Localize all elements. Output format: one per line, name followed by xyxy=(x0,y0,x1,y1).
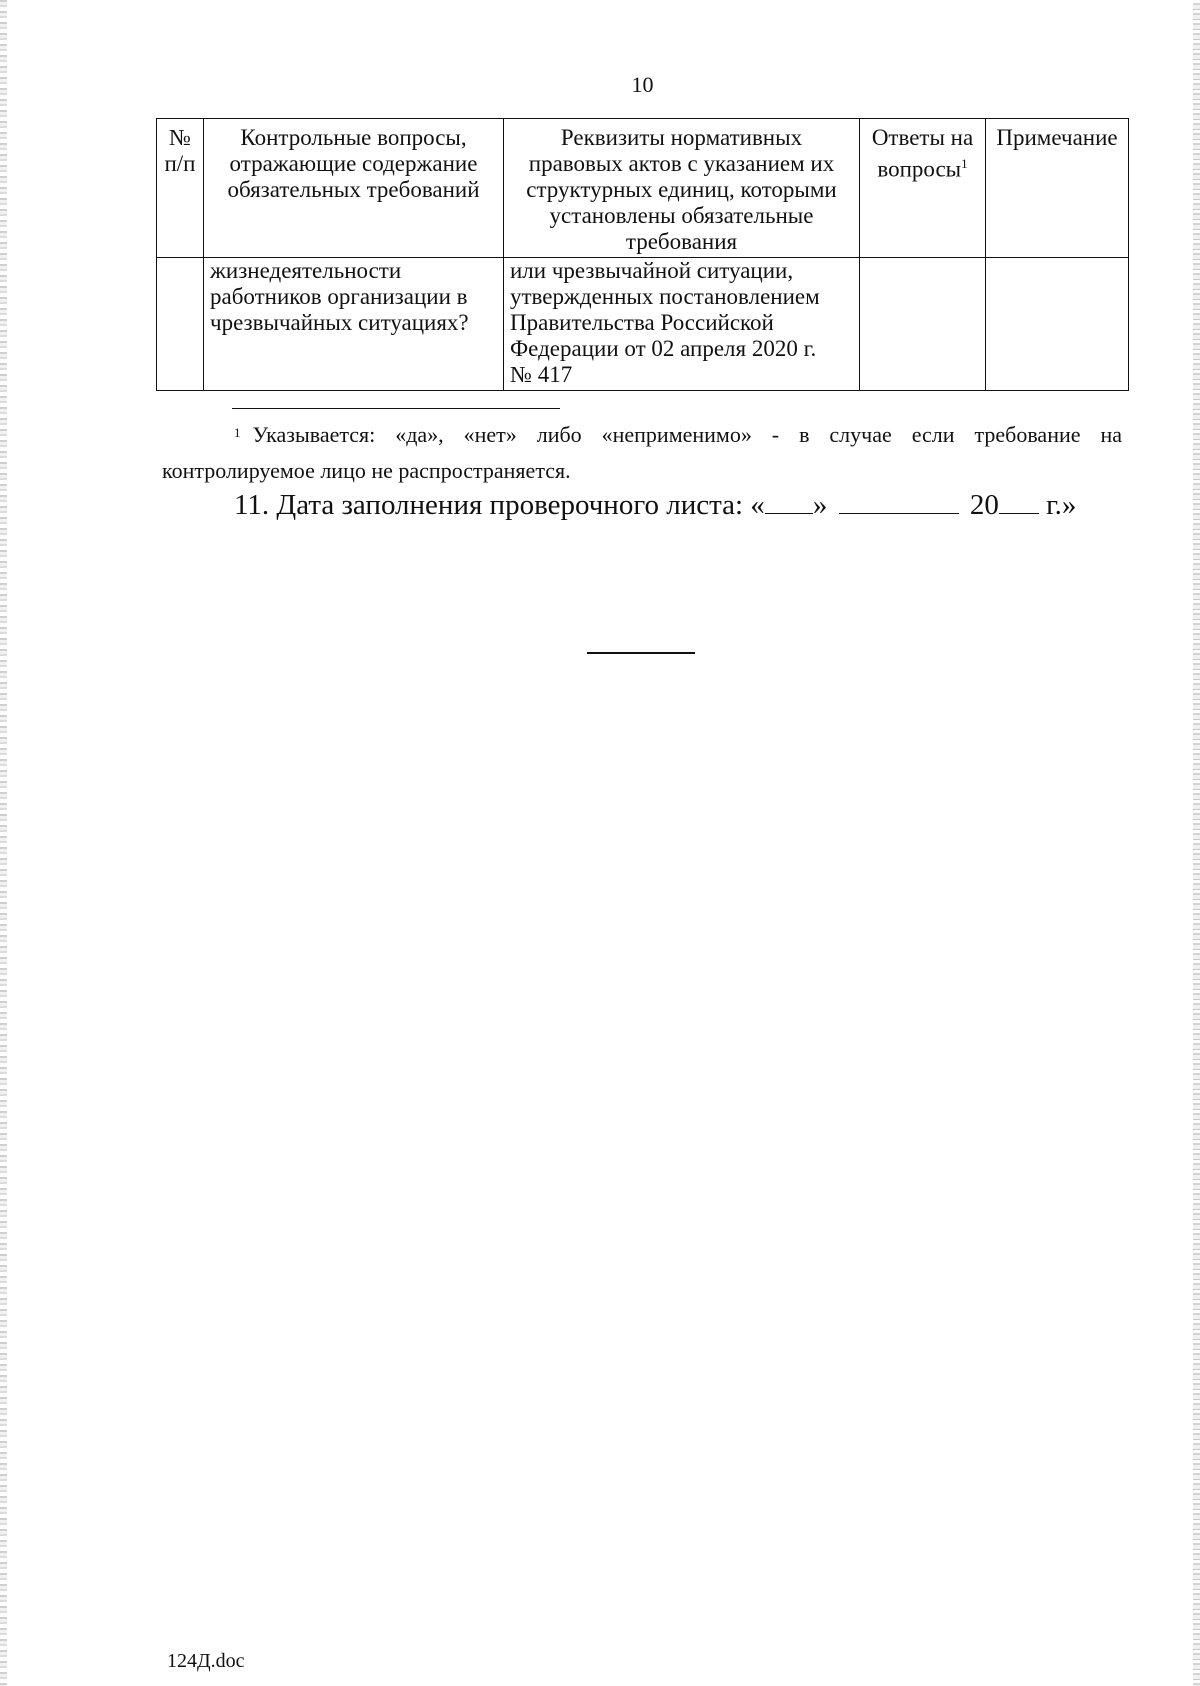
fill-date-year-prefix: 20 xyxy=(969,489,999,521)
year-blank xyxy=(999,487,1039,514)
header-answers xyxy=(860,119,986,258)
header-requisites-line: требования xyxy=(625,229,738,254)
footnote-separator xyxy=(232,408,560,409)
cell-requisites-line: или чрезвычайной ситуации, xyxy=(510,258,794,283)
footnote xyxy=(162,417,1122,489)
checklist-table xyxy=(156,118,1129,391)
file-name: 124Д.doc xyxy=(167,1650,245,1672)
end-separator xyxy=(587,652,695,654)
header-note: Примечание xyxy=(986,119,1129,258)
header-requisites-line: Реквизиты нормативных xyxy=(560,125,803,150)
fill-date-line xyxy=(234,487,1076,522)
cell-requisites xyxy=(504,258,860,391)
header-answers-line: Ответы на xyxy=(871,125,974,150)
cell-requisites-line: № 417 xyxy=(510,362,573,387)
cell-question-line: работников организации в xyxy=(210,284,468,309)
cell-note xyxy=(986,258,1129,391)
footnote-text: Указывается: «да», «нет» либо «неприменимо» - в случае если требование на контролируемое лицо не распространяется. xyxy=(162,422,1122,483)
table-row xyxy=(157,258,1129,391)
header-requisites xyxy=(504,119,860,258)
cell-requisites-line: утвержденных постановлением xyxy=(510,284,820,309)
header-answers-text: вопросы xyxy=(877,156,962,182)
month-blank xyxy=(839,487,959,514)
cell-requisites-line: Федерации от 02 апреля 2020 г. xyxy=(510,336,817,361)
header-requisites-line: структурных единиц, которыми xyxy=(526,177,837,202)
scan-edge-right xyxy=(1193,0,1200,1686)
cell-question-line: чрезвычайных ситуациях? xyxy=(210,310,469,335)
cell-requisites-line: Правительства Российской xyxy=(510,310,774,335)
page-number: 10 xyxy=(631,72,654,97)
header-requisites-line: установлены обязательные xyxy=(549,203,814,228)
header-num xyxy=(157,119,204,258)
scan-edge-left xyxy=(0,0,7,1686)
fill-date-label: 11. Дата заполнения проверочного листа: « xyxy=(234,489,765,521)
footnote-mark: 1 xyxy=(234,425,241,440)
cell-answer xyxy=(860,258,986,391)
header-questions-line: отражающие содержание xyxy=(229,151,478,176)
day-blank xyxy=(765,487,813,514)
header-questions-line: обязательных требований xyxy=(227,177,480,202)
header-num-line: № xyxy=(169,125,191,150)
header-questions-line: Контрольные вопросы, xyxy=(240,125,467,150)
header-num-line: п/п xyxy=(164,151,196,176)
header-answers-line xyxy=(865,151,980,183)
table-header-row xyxy=(157,119,1129,258)
header-questions xyxy=(204,119,504,258)
cell-num xyxy=(157,258,204,391)
cell-question-line: жизнедеятельности xyxy=(210,258,402,283)
footnote-ref: 1 xyxy=(961,156,968,171)
fill-date-close-quote: » xyxy=(812,489,828,521)
header-requisites-line: правовых актов с указанием их xyxy=(528,151,835,176)
cell-question xyxy=(204,258,504,391)
fill-date-suffix: г.» xyxy=(1038,489,1077,521)
